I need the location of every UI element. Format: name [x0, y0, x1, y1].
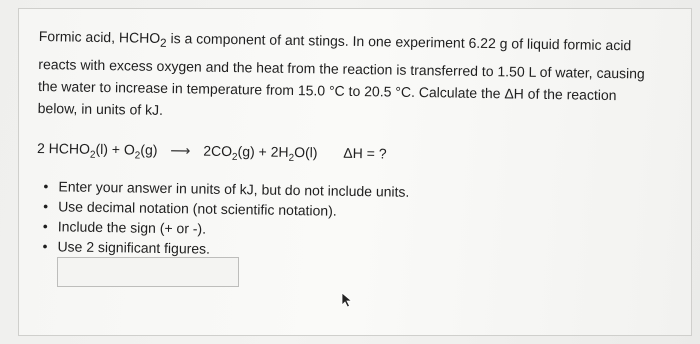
- prompt-subscript: 2: [159, 36, 167, 50]
- prompt-line-3: the water to increase in temperature from 15.0 °C to 20.5 °C. Calculate the ΔH of the reaction: [37, 77, 617, 103]
- equation-term: 2 HCHO: [36, 139, 91, 157]
- equation-term: (g) + 2H: [237, 142, 289, 160]
- prompt-text: Formic acid, HCHO: [38, 27, 161, 46]
- prompt-text: is a component of ant stings. In one experiment 6.22 g of liquid formic acid: [166, 30, 632, 54]
- instruction-text: Use 2 significant figures.: [57, 237, 211, 257]
- instruction-list: [35, 176, 656, 266]
- equation-subscript: 2: [134, 150, 141, 162]
- reaction-arrow-icon: ⟶: [170, 141, 191, 159]
- question-text-block: [35, 25, 659, 265]
- chemical-equation: [37, 137, 657, 176]
- bullet-icon: •: [42, 217, 48, 234]
- bullet-icon: •: [42, 237, 48, 254]
- equation-subscript: 2: [231, 151, 238, 163]
- prompt-line-4: below, in units of kJ.: [37, 99, 164, 118]
- prompt-line-2: reacts with excess oxygen and the heat from the reaction is transferred to 1.50 L of water, causing: [38, 55, 645, 82]
- bullet-icon: •: [43, 197, 49, 214]
- bullet-icon: •: [43, 177, 49, 194]
- equation-subscript: 2: [288, 152, 295, 164]
- equation-term: 2CO: [203, 142, 233, 159]
- delta-h-label: ΔH = ?: [343, 144, 387, 162]
- question-prompt: [38, 25, 659, 129]
- instruction-text: Enter your answer in units of kJ, but do not include units.: [58, 177, 410, 200]
- equation-term: (g): [140, 141, 158, 158]
- answer-input[interactable]: [57, 257, 239, 287]
- instruction-text: Use decimal notation (not scientific notation).: [58, 197, 337, 219]
- instruction-text: Include the sign (+ or -).: [57, 217, 207, 237]
- question-card: [18, 8, 692, 336]
- equation-term: O(l): [294, 143, 318, 161]
- equation-subscript: 2: [89, 149, 96, 161]
- equation-term: (l) + O: [95, 140, 135, 158]
